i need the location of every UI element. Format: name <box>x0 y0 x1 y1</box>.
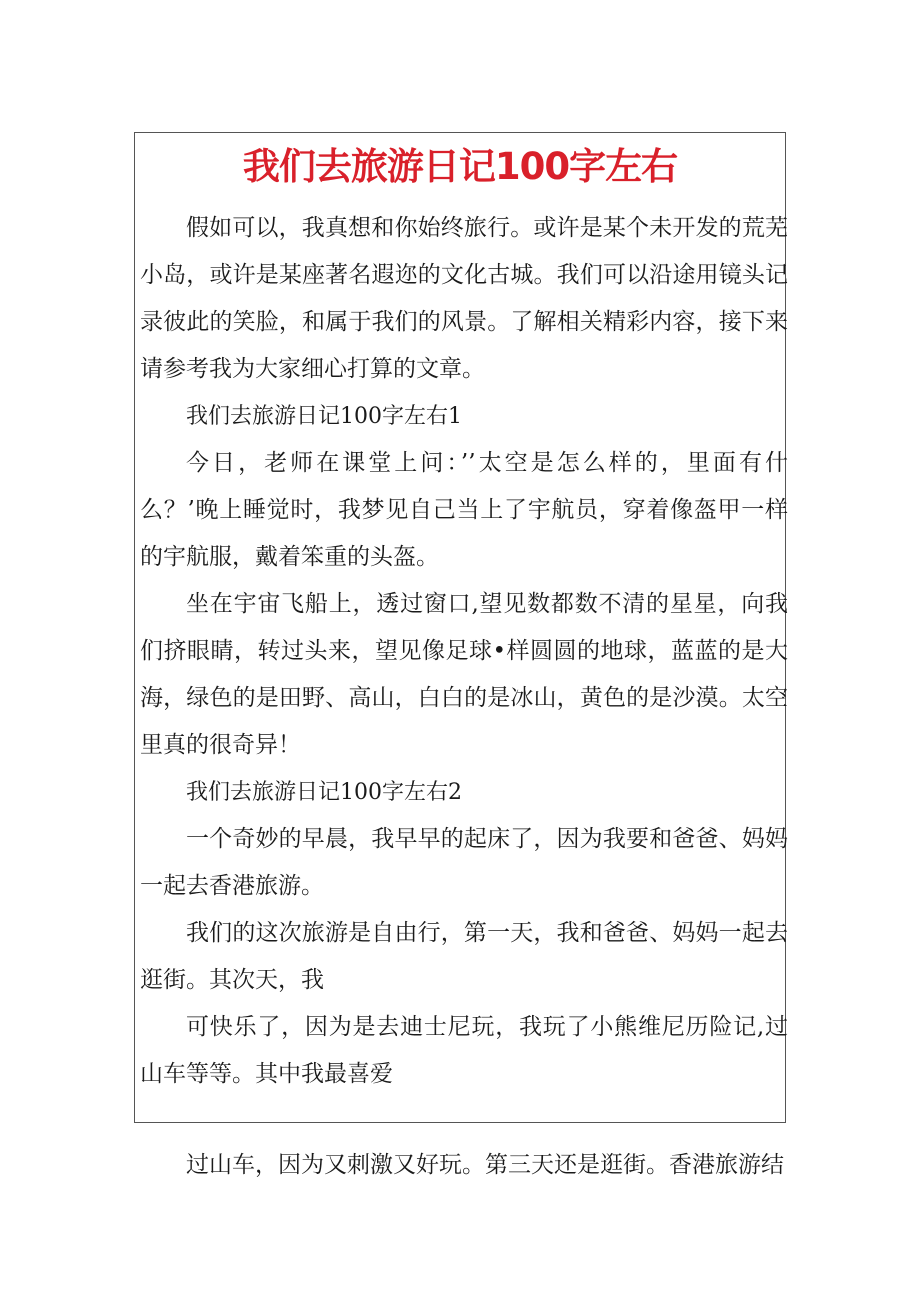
section-2-heading: 我们去旅游日记100字左右2 <box>186 780 462 805</box>
section-2-paragraph-1: 一个奇妙的早晨，我早早的起床了，因为我要和爸爸、妈妈一起去香港旅游。 <box>140 826 788 899</box>
section-1-paragraph-2: 坐在宇宙飞船上，透过窗口,望见数都数不清的星星，向我们挤眼睛，转过头来，望见像足球•样圆圆的地球，蓝蓝的是大海，绿色的是田野、高山，白白的是冰山，黄色的是沙漠。太空里真的很奇异！ <box>140 591 788 758</box>
intro-paragraph: 假如可以，我真想和你始终旅行。或许是某个未开发的荒芜小岛，或许是某座著名遐迩的文化古城。我们可以沿途用镜头记录彼此的笑脸，和属于我们的风景。了解相关精彩内容，接下来请参考我为大家细心打算的文章。 <box>140 215 788 382</box>
section-1-paragraph-1: 今日，老师在课堂上问：’’太空是怎么样的，里面有什么？’晚上睡觉时，我梦见自己当上了宇航员，穿着像盔甲一样的宇航服，戴着笨重的头盔。 <box>140 450 788 570</box>
section-2-paragraph-2: 我们的这次旅游是自由行，第一天，我和爸爸、妈妈一起去逛街。其次天，我 <box>140 920 788 993</box>
section-2-paragraph-3: 可快乐了，因为是去迪士尼玩，我玩了小熊维尼历险记,过山车等等。其中我最喜爱 <box>140 1014 788 1087</box>
document-title: 我们去旅游日记100字左右 <box>242 145 678 188</box>
continuation-paragraph: 过山车，因为又刺激又好玩。第三天还是逛街。香港旅游结 <box>186 1152 784 1178</box>
section-1-heading: 我们去旅游日记100字左右1 <box>186 404 462 429</box>
document-body <box>140 205 788 1098</box>
